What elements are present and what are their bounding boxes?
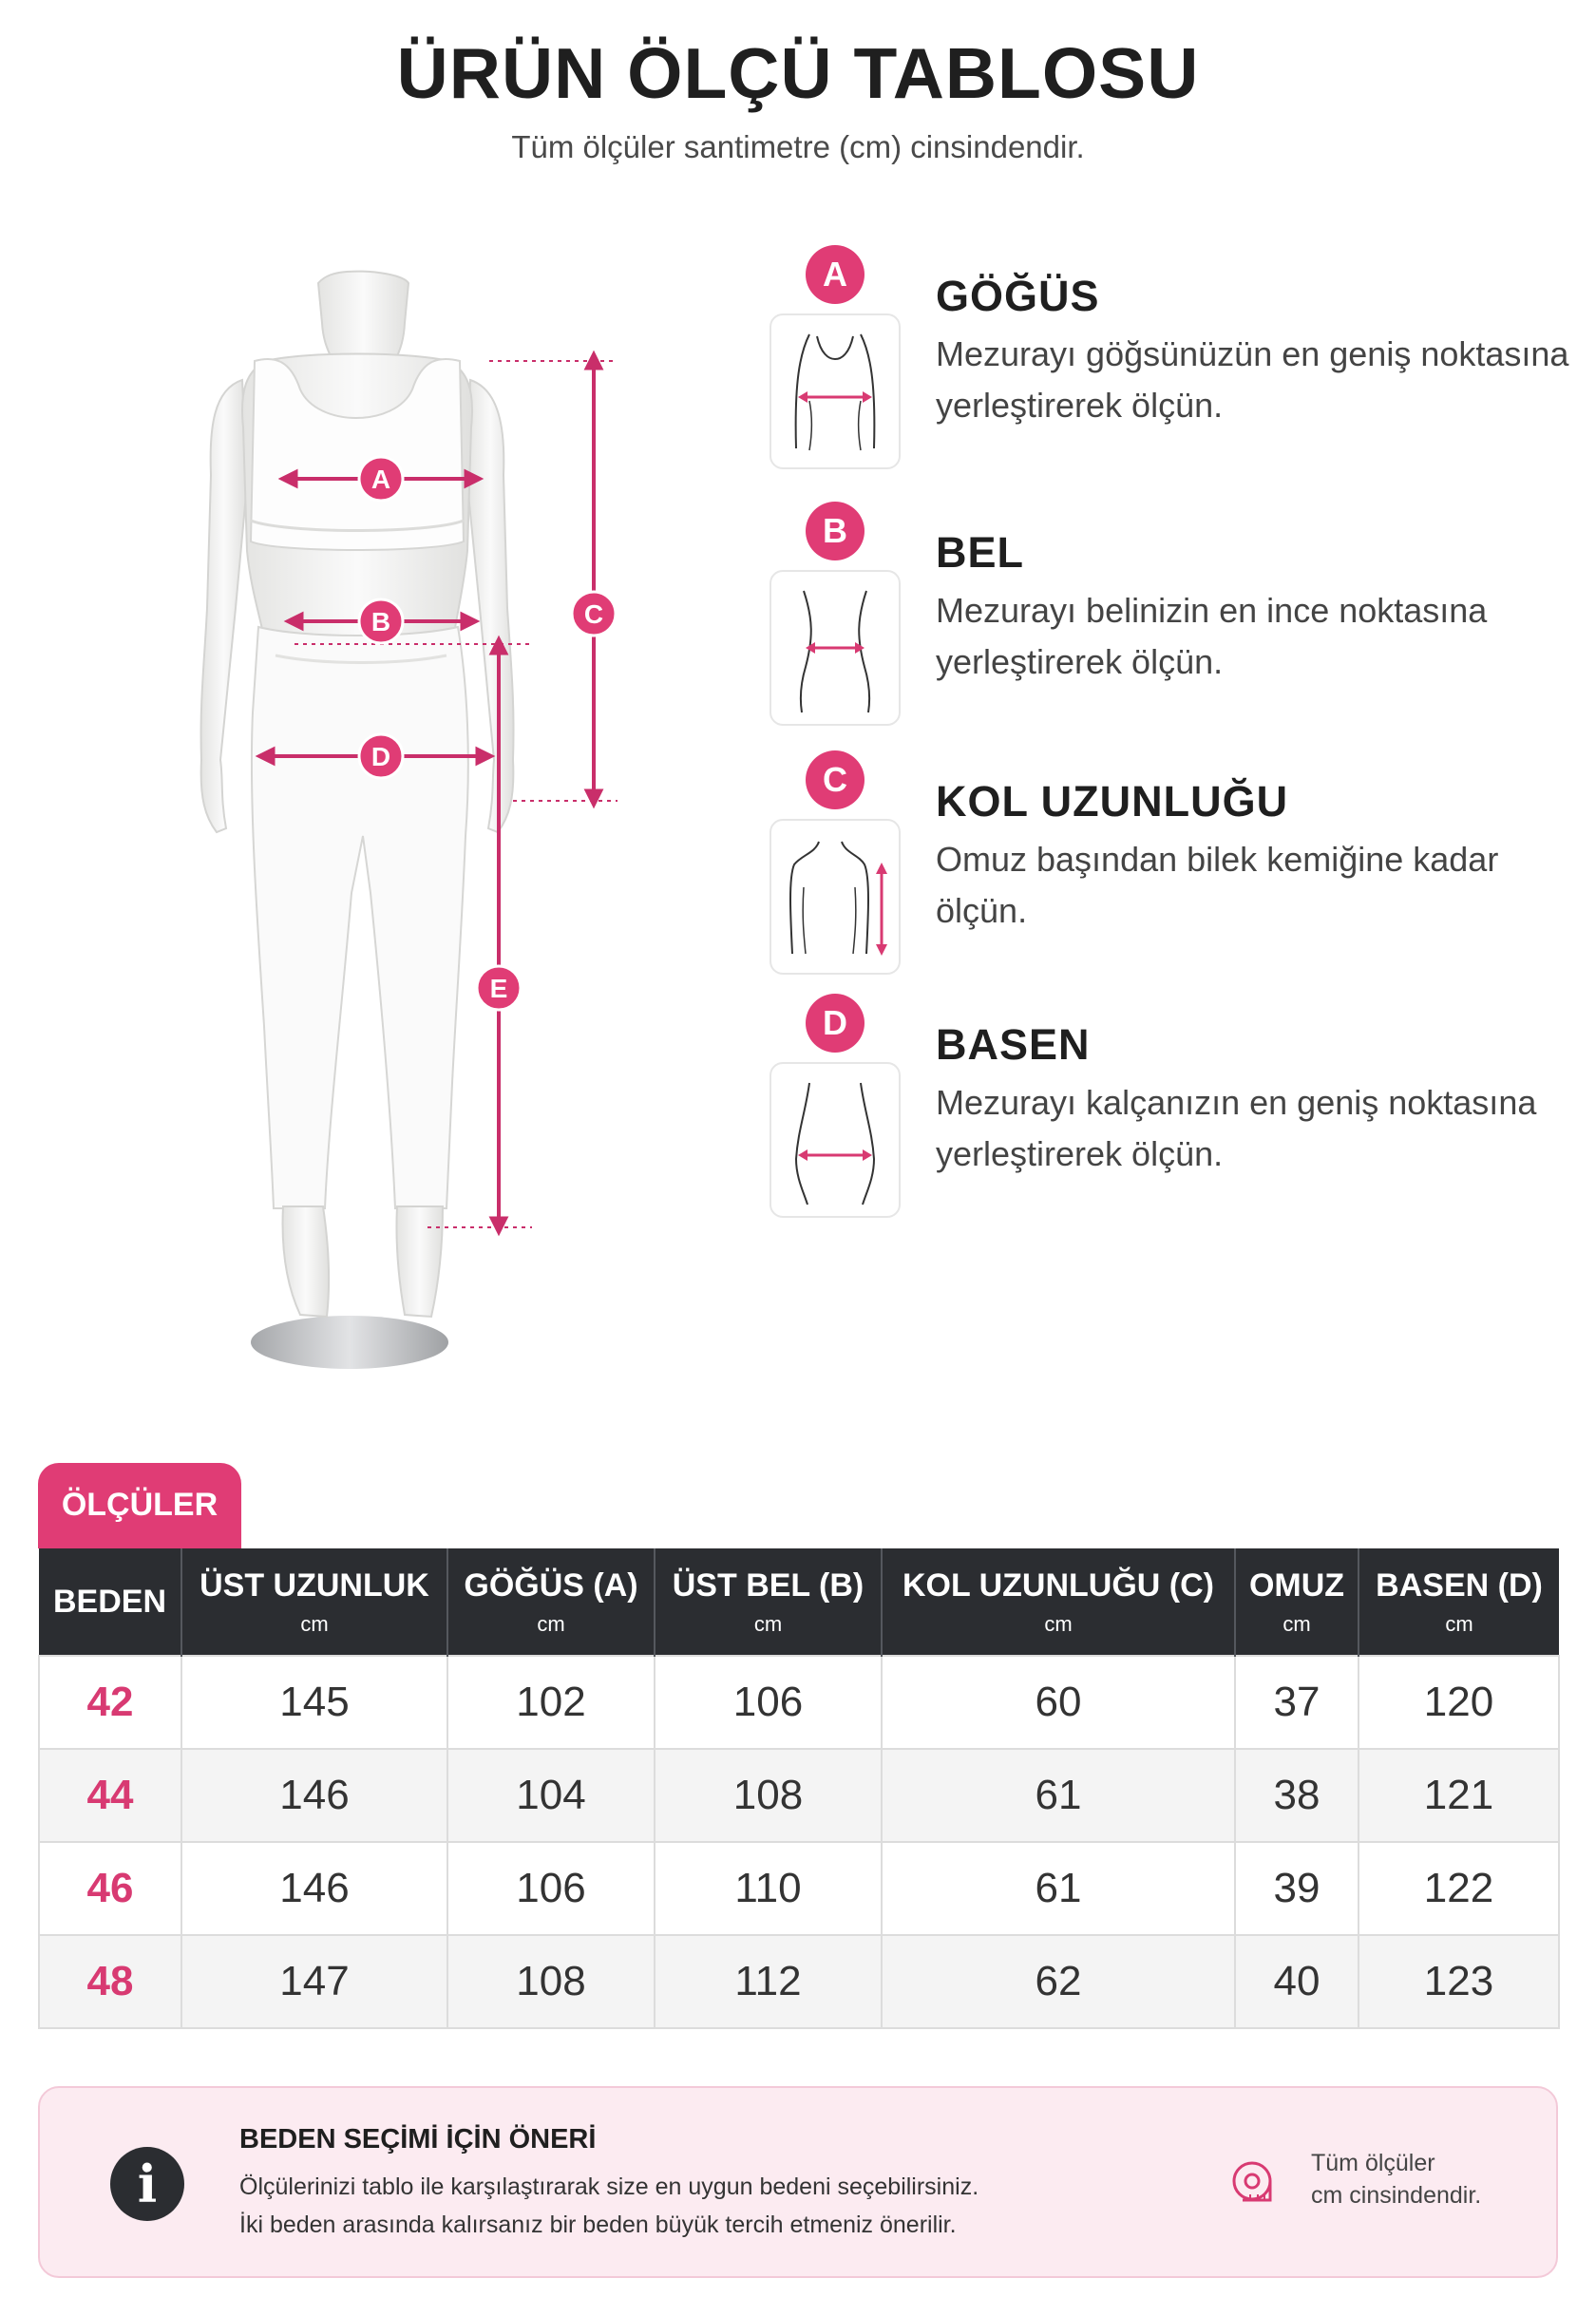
waist-thumbnail: [770, 570, 901, 726]
legend-title-waist: BEL: [936, 528, 1024, 577]
table-cell: 39: [1235, 1842, 1358, 1935]
legend-item-chest: [770, 245, 1568, 473]
tip-title: BEDEN SEÇİMİ İÇİN ÖNERİ: [239, 2124, 597, 2155]
table-cell: 122: [1358, 1842, 1559, 1935]
size-tip-box: [38, 2086, 1558, 2278]
legend-badge-a: A: [806, 245, 864, 304]
table-cell: 104: [447, 1749, 655, 1842]
legend-title-hip: BASEN: [936, 1020, 1091, 1069]
marker-b: [359, 599, 403, 643]
column-header-shoulder: OMUZ cm: [1235, 1548, 1358, 1656]
marker-c: [572, 592, 616, 636]
table-cell: 147: [181, 1935, 447, 2028]
unit-note-line-2: cm cinsindendir.: [1311, 2182, 1482, 2209]
table-cell: 61: [882, 1842, 1235, 1935]
size-cell: 46: [39, 1842, 181, 1935]
mannequin-illustration: [114, 266, 646, 1387]
table-row: [39, 1749, 1559, 1842]
unit-note: [1311, 2147, 1530, 2212]
table-cell: 120: [1358, 1656, 1559, 1749]
marker-d-label: D: [370, 742, 391, 771]
hip-thumbnail: [770, 1062, 901, 1218]
table-cell: 62: [882, 1935, 1235, 2028]
chest-icon: [771, 315, 899, 467]
legend-badge-d: D: [806, 994, 864, 1053]
legend-desc-arm-length: Omuz başından bilek kemiğine kadar ölçün.: [936, 840, 1499, 930]
size-cell: 42: [39, 1656, 181, 1749]
table-cell: 112: [655, 1935, 882, 2028]
mannequin-figure: [114, 266, 646, 1387]
legend-badge-b: B: [806, 502, 864, 560]
legend-badge-c: C: [806, 750, 864, 809]
legend-desc-hip: Mezurayı kalçanızın en geniş noktasına yerleştirerek ölçün.: [936, 1083, 1537, 1173]
waist-icon: [771, 572, 899, 724]
table-cell: 108: [447, 1935, 655, 2028]
unit-note-line-1: Tüm ölçüler: [1311, 2150, 1435, 2176]
legend-desc-waist: Mezurayı belinizin en ince noktasına yerleştirerek ölçün.: [936, 591, 1488, 681]
table-row: [39, 1656, 1559, 1749]
marker-e-label: E: [489, 974, 508, 1003]
table-cell: 121: [1358, 1749, 1559, 1842]
marker-a-label: A: [370, 465, 391, 494]
marker-b-label: B: [370, 607, 391, 636]
table-cell: 110: [655, 1842, 882, 1935]
table-cell: 61: [882, 1749, 1235, 1842]
page-title: ÜRÜN ÖLÇÜ TABLOSU: [396, 33, 1200, 113]
mannequin-base: [251, 1316, 448, 1369]
column-header-hip: BASEN (D) cm: [1358, 1548, 1559, 1656]
legend-desc-chest: Mezurayı göğsünüzün en geniş noktasına yerleştirerek ölçün.: [936, 334, 1569, 425]
table-row: [39, 1935, 1559, 2028]
marker-a: [359, 457, 403, 501]
hip-icon: [771, 1064, 899, 1216]
tip-line-2: İki beden arasında kalırsanız bir beden büyük tercih etmeniz önerilir.: [239, 2212, 957, 2238]
measurements-tab[interactable]: ÖLÇÜLER: [38, 1463, 241, 1548]
tip-text: [239, 2168, 1189, 2244]
size-table: [38, 1548, 1558, 2029]
column-header-waist: ÜST BEL (B) cm: [655, 1548, 882, 1656]
arm-length-icon: [771, 821, 899, 973]
table-row: [39, 1842, 1559, 1935]
table-cell: 102: [447, 1656, 655, 1749]
tip-line-1: Ölçülerinizi tablo ile karşılaştırarak size en uygun bedeni seçebilirsiniz.: [239, 2174, 979, 2200]
tape-measure-icon: [1229, 2156, 1284, 2212]
legend-item-arm-length: [770, 750, 1568, 978]
table-cell: 145: [181, 1656, 447, 1749]
table-cell: 106: [447, 1842, 655, 1935]
legend-title-arm-length: KOL UZUNLUĞU: [936, 777, 1289, 826]
column-header-top-length: ÜST UZUNLUK cm: [181, 1548, 447, 1656]
marker-c-label: C: [583, 599, 604, 629]
table-cell: 106: [655, 1656, 882, 1749]
column-header-arm-length: KOL UZUNLUĞU (C) cm: [882, 1548, 1235, 1656]
table-cell: 146: [181, 1842, 447, 1935]
size-cell: 44: [39, 1749, 181, 1842]
marker-d: [359, 734, 403, 778]
marker-e: [477, 966, 521, 1010]
table-cell: 108: [655, 1749, 882, 1842]
table-cell: 37: [1235, 1656, 1358, 1749]
table-header-row: [39, 1548, 1559, 1656]
column-header-chest: GÖĞÜS (A) cm: [447, 1548, 655, 1656]
chest-thumbnail: [770, 313, 901, 469]
legend-item-waist: [770, 502, 1568, 730]
size-cell: 48: [39, 1935, 181, 2028]
legend-item-hip: [770, 994, 1568, 1222]
table-cell: 123: [1358, 1935, 1559, 2028]
table-cell: 38: [1235, 1749, 1358, 1842]
legend-title-chest: GÖĞÜS: [936, 272, 1100, 320]
table-cell: 60: [882, 1656, 1235, 1749]
column-header-size: BEDEN: [39, 1548, 181, 1656]
table-cell: 146: [181, 1749, 447, 1842]
info-icon: i: [110, 2147, 184, 2221]
arm-length-thumbnail: [770, 819, 901, 975]
page-subtitle: Tüm ölçüler santimetre (cm) cinsindendir.: [511, 129, 1085, 164]
table-cell: 40: [1235, 1935, 1358, 2028]
